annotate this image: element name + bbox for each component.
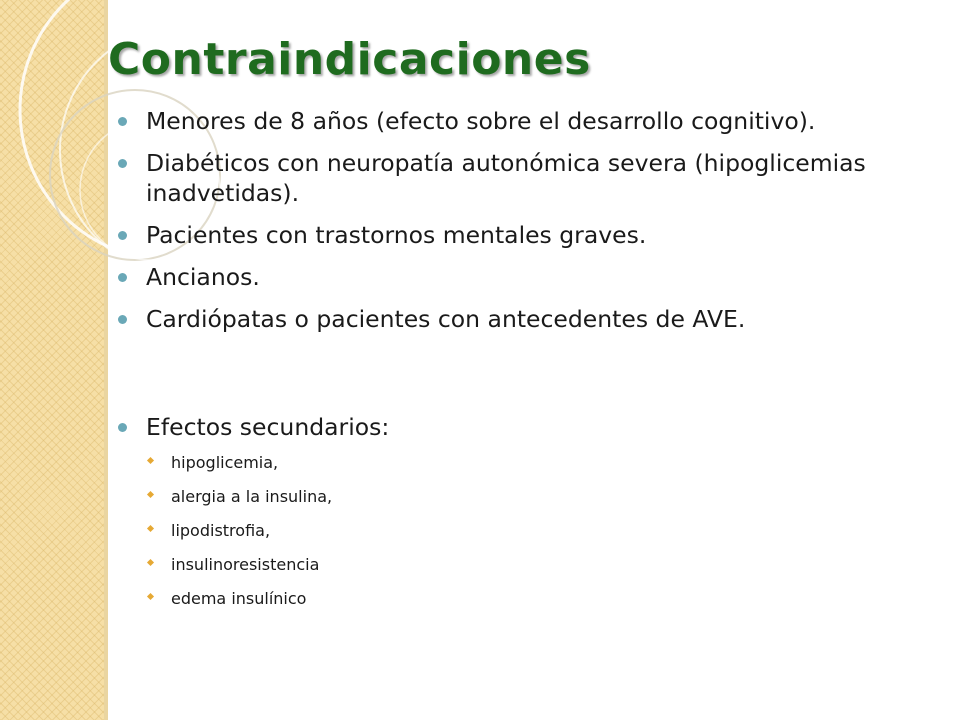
bullet-text: Menores de 8 años (efecto sobre el desarrollo cognitivo).	[146, 107, 816, 135]
sub-bullet-icon	[147, 491, 154, 498]
bullet-text: Diabéticos con neuropatía autonómica severa (hipoglicemias inadvetidas).	[146, 149, 866, 207]
bullet-icon	[118, 273, 127, 282]
bullet-icon	[118, 231, 127, 240]
list-item	[118, 262, 938, 292]
sub-list-item	[146, 452, 938, 473]
list-item-effects	[118, 412, 938, 609]
sub-item-text: hipoglicemia,	[171, 453, 279, 472]
sub-item-text: alergia a la insulina,	[171, 487, 333, 506]
sub-list-item	[146, 588, 938, 609]
sub-bullet-icon	[147, 593, 154, 600]
sub-bullet-icon	[147, 457, 154, 464]
effects-heading: Efectos secundarios:	[146, 413, 390, 441]
list-item	[118, 148, 938, 208]
slide-title: Contraindicaciones	[108, 34, 591, 85]
bullet-text: Cardiópatas o pacientes con antecedentes de AVE.	[146, 305, 746, 333]
bullet-text: Ancianos.	[146, 263, 260, 291]
decorative-side-band	[0, 0, 104, 720]
sub-item-text: edema insulínico	[171, 589, 307, 608]
sub-bullet-icon	[147, 525, 154, 532]
list-item	[118, 304, 938, 334]
bullet-icon	[118, 159, 127, 168]
list-item	[118, 220, 938, 250]
sub-item-text: insulinoresistencia	[171, 555, 320, 574]
sub-item-text: lipodistrofia,	[171, 521, 271, 540]
bullet-text: Pacientes con trastornos mentales graves.	[146, 221, 647, 249]
bullet-icon	[118, 315, 127, 324]
sub-bullet-icon	[147, 559, 154, 566]
side-band-edge	[104, 0, 108, 720]
bullet-icon	[118, 117, 127, 126]
sub-list-item	[146, 520, 938, 541]
bullet-list	[118, 106, 938, 622]
bullet-icon	[118, 423, 127, 432]
list-item	[118, 106, 938, 136]
sub-list-item	[146, 554, 938, 575]
sub-list-item	[146, 486, 938, 507]
effects-sublist	[146, 452, 938, 609]
